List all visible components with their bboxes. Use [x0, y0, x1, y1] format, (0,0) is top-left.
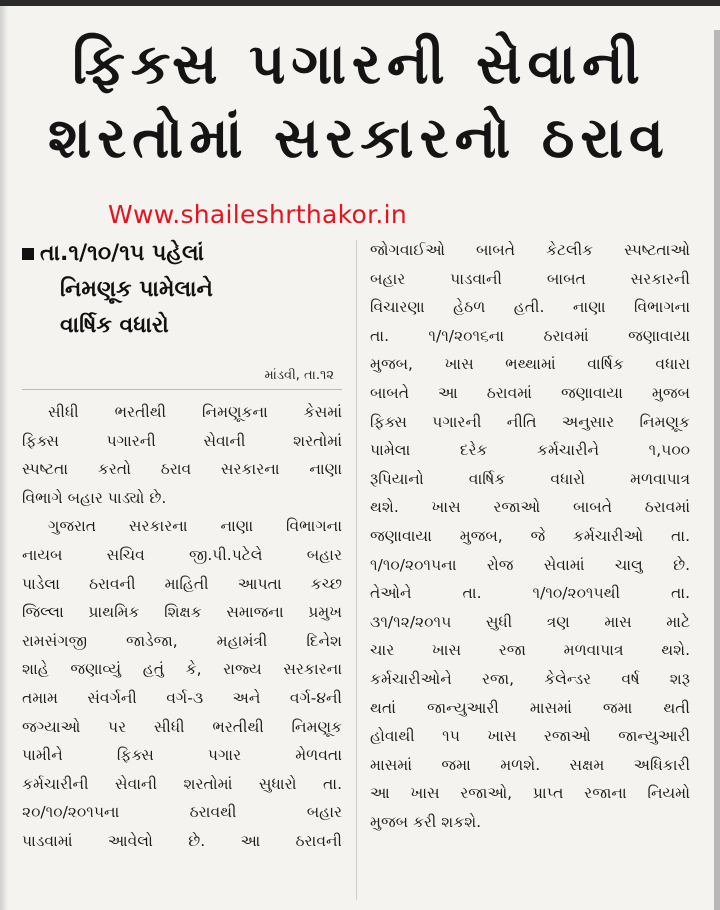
- left-paragraph: [22, 512, 342, 855]
- text-line: પાડેલા ઠરાવની માહિતી આપતા કચ્છ: [22, 574, 342, 593]
- subheadline: [22, 236, 342, 344]
- article-headline: [24, 28, 694, 176]
- text-line: વિભાગે બહાર પાડ્યો છે.: [22, 488, 167, 507]
- text-line: ગુજરાત સરકારના નાણા વિભાગના: [48, 517, 342, 536]
- text-line: રામસંગજી જાડેજા, મહામંત્રી દિનેશ: [22, 631, 342, 650]
- page-right-edge: [714, 30, 720, 910]
- subheadline-line-2: નિમણૂક પામેલાને: [60, 277, 213, 302]
- headline-line-1: ફિક્સ પગારની સેવાની: [72, 32, 646, 97]
- column-divider: [356, 240, 357, 900]
- square-bullet-icon: [22, 248, 34, 260]
- text-line: કર્મચારીની સેવાની શરતોમાં સુધારો તા.: [22, 774, 342, 793]
- left-paragraph: [22, 398, 342, 512]
- page-left-shadow: [0, 6, 8, 910]
- text-line: વિચારણા હેઠળ હતી. નાણા વિભાગના: [370, 298, 690, 317]
- text-line: રૂપિયાનો વાર્ષિક વધારો મળવાપાત્ર: [370, 469, 690, 488]
- text-line: માસમાં જમા મળશે. સક્ષમ અધિકારી: [370, 755, 690, 774]
- text-line: સ્પષ્ટતા કરતો ઠરાવ સરકારના નાણા: [22, 460, 342, 479]
- left-body-text: [22, 398, 342, 856]
- text-line: ફિક્સ પગારની નીતિ અનુસાર નિમણૂક: [370, 412, 690, 431]
- text-line: પાડવામાં આવેલો છે. આ ઠરાવની: [22, 831, 342, 850]
- left-column: [22, 236, 342, 856]
- text-line: પામીને ફિક્સ પગાર મેળવતા: [22, 746, 342, 765]
- watermark-url: Www.shaileshrthakor.in: [108, 200, 408, 229]
- dateline-rule: [22, 389, 342, 390]
- text-line: ચાર ખાસ રજા મળવાપાત્ર થશે.: [370, 641, 690, 660]
- text-line: જગ્યાઓ પર સીધી ભરતીથી નિમણૂક: [22, 717, 342, 736]
- text-line: ૩૧/૧૨/૨૦૧૫ સુધી ત્રણ માસ માટે: [370, 612, 690, 631]
- text-line: ૧/૧૦/૨૦૧૫ના રોજ સેવામાં ચાલુ છે.: [370, 555, 690, 574]
- text-line: થશે. ખાસ રજાઓ બાબતે ઠરાવમાં: [370, 498, 690, 517]
- text-line: પામેલા દરેક કર્મચારીને ૧,૫૦૦: [370, 441, 690, 460]
- text-line: સીધી ભરતીથી નિમણૂકના કેસમાં: [48, 403, 342, 421]
- text-line: બહાર પાડવાની બાબત સરકારની: [370, 269, 690, 288]
- text-line: થતાં જાન્યુઆરી માસમાં જમા થતી: [370, 698, 690, 717]
- text-line: જણાવાયા મુજબ, જે કર્મચારીઓ તા.: [370, 526, 690, 545]
- text-line: શાહે જણાવ્યું હતું કે, રાજ્ય સરકારના: [22, 660, 342, 679]
- text-line: કર્મચારીઓને રજા, કેલેન્ડર વર્ષ શરૂ: [370, 669, 690, 688]
- dateline: માંડવી, તા.૧૨: [264, 368, 334, 383]
- text-line: બાબતે આ ઠરાવમાં જણાવાયા મુજબ: [370, 383, 690, 402]
- text-line: મુજબ કરી શકશે.: [370, 812, 482, 831]
- text-line: ૨૦/૧૦/૨૦૧૫ના ઠરાવથી બહાર: [22, 803, 342, 822]
- text-line: ફિક્સ પગારની સેવાની શરતોમાં: [22, 431, 342, 450]
- text-line: મુજબ, ખાસ ભથ્થામાં વાર્ષિક વધારા: [370, 355, 690, 374]
- text-line: હોવાથી ૧૫ ખાસ રજાઓ જાન્યુઆરી: [370, 727, 690, 746]
- text-line: તમામ સંવર્ગની વર્ગ-૩ અને વર્ગ-૪ની: [22, 688, 342, 707]
- right-body-text: [370, 236, 690, 836]
- text-line: તા. ૧/૧/૨૦૧૬ના ઠરાવમાં જણાવાયા: [370, 326, 690, 345]
- page-top-border: [0, 0, 720, 6]
- text-line: નાયબ સચિવ જી.પી.પટેલે બહાર: [22, 545, 342, 564]
- subheadline-line-3: વાર્ષિક વધારો: [60, 313, 169, 338]
- subheadline-text-1: તા.૧/૧૦/૧૫ પહેલાં: [40, 241, 205, 266]
- text-line: જોગવાઈઓ બાબતે કેટલીક સ્પષ્ટતાઓ: [370, 241, 690, 259]
- right-column: [370, 236, 690, 836]
- text-line: આ ખાસ રજાઓ, પ્રાપ્ત રજાના નિયમો: [370, 784, 690, 803]
- headline-line-2: શરતોમાં સરકારનો ઠરાવ: [48, 106, 670, 171]
- text-line: જિલ્લા પ્રાથમિક શિક્ષક સમાજના પ્રમુખ: [22, 603, 342, 622]
- subheadline-line-1: [22, 236, 342, 272]
- text-line: તેઓને તા. ૧/૧૦/૨૦૧૫થી તા.: [370, 584, 690, 603]
